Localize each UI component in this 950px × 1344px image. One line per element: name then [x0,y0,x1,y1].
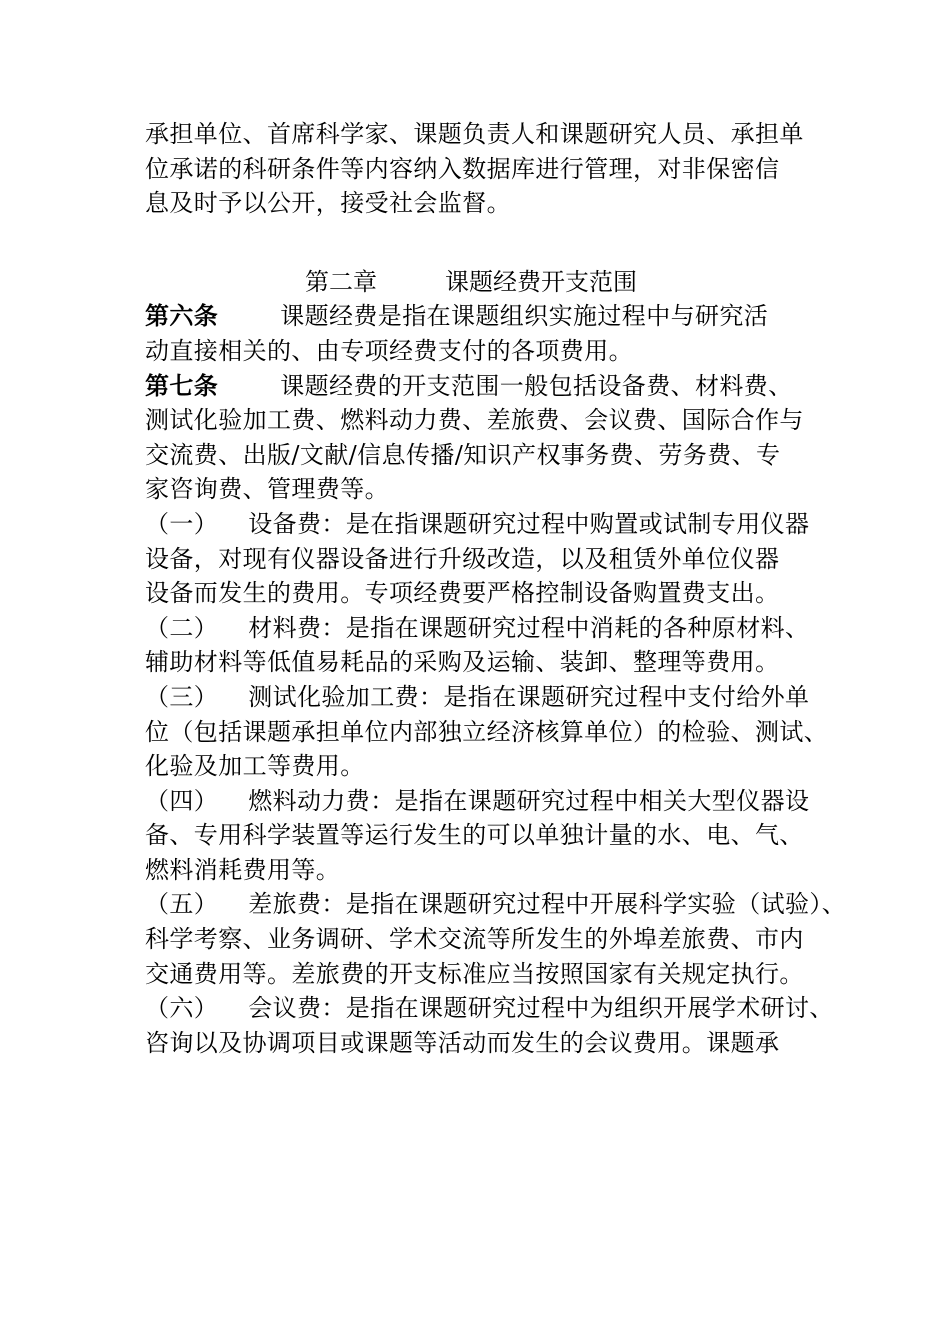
paragraph-gap [145,221,825,265]
item-text: 材料费：是指在课题研究过程中消耗的各种原材料、 [248,613,810,642]
article-first-line [145,299,825,334]
article-first-line [145,369,825,404]
chapter-heading [145,265,825,300]
item-first-line [145,784,825,819]
intro-paragraph [145,117,825,221]
item-number: （六） [145,994,219,1023]
item-text: 差旅费：是指在课题研究过程中开展科学实验（试验）、 [248,890,847,919]
article-text: 课题经费是指在课题组织实施过程中与研究活 [280,302,769,331]
text-line: 设备，对现有仪器设备进行升级改造，以及租赁外单位仪器 [145,544,780,573]
item-text: 燃料动力费：是指在课题研究过程中相关大型仪器设 [248,786,810,815]
item-6 [145,991,834,1060]
item-first-line [145,507,825,542]
text-line: 咨询以及协调项目或课题等活动而发生的会议费用。课题承 [145,1028,780,1057]
text-line: 备、专用科学装置等运行发生的可以单独计量的水、电、气、 [145,821,804,850]
text-line: 科学考察、业务调研、学术交流等所发生的外埠差旅费、市内 [145,925,804,954]
article-6 [145,299,825,368]
chapter-number: 第二章 [305,267,377,296]
text-line: 息及时予以公开，接受社会监督。 [145,189,511,218]
article-7 [145,369,825,507]
article-label: 第七条 [145,370,219,400]
text-line: 辅助材料等低值易耗品的采购及运输、装卸、整理等费用。 [145,648,780,677]
chapter-title: 课题经费开支范围 [445,267,637,296]
text-line: 燃料消耗费用等。 [145,855,341,884]
item-1 [145,507,825,611]
item-number: （五） [145,890,219,919]
item-number: （四） [145,786,219,815]
item-3 [145,680,829,784]
text-line: 交通费用等。差旅费的开支标准应当按照国家有关规定执行。 [145,959,804,988]
item-number: （三） [145,682,219,711]
text-line: 测试化验加工费、燃料动力费、差旅费、会议费、国际合作与 [145,406,804,435]
article-text: 课题经费的开支范围一般包括设备费、材料费、 [280,371,793,400]
article-label: 第六条 [145,301,219,331]
item-first-line [145,611,825,646]
item-number: （二） [145,613,219,642]
item-4 [145,784,825,888]
text-line: 化验及加工等费用。 [145,752,365,781]
text-line: 动直接相关的、由专项经费支付的各项费用。 [145,336,633,365]
item-2 [145,611,825,680]
text-line: 承担单位、首席科学家、课题负责人和课题研究人员、承担单 [145,120,804,148]
item-text: 会议费：是指在课题研究过程中为组织开展学术研讨、 [248,994,834,1023]
item-text: 测试化验加工费：是指在课题研究过程中支付给外单 [248,682,810,711]
item-5 [145,887,847,991]
item-number: （一） [145,509,219,538]
text-line: 交流费、出版/文献/信息传播/知识产权事务费、劳务费、专 [145,440,781,469]
text-line: 设备而发生的费用。专项经费要严格控制设备购置费支出。 [145,579,780,608]
document-page [145,117,847,1060]
item-text: 设备费：是在指课题研究过程中购置或试制专用仪器 [248,509,810,538]
text-line: 位（包括课题承担单位内部独立经济核算单位）的检验、测试、 [145,717,829,746]
item-first-line [145,991,834,1026]
item-first-line [145,680,825,715]
item-first-line [145,887,847,922]
text-line: 位承诺的科研条件等内容纳入数据库进行管理，对非保密信 [145,154,780,183]
text-line: 家咨询费、管理费等。 [145,475,389,504]
